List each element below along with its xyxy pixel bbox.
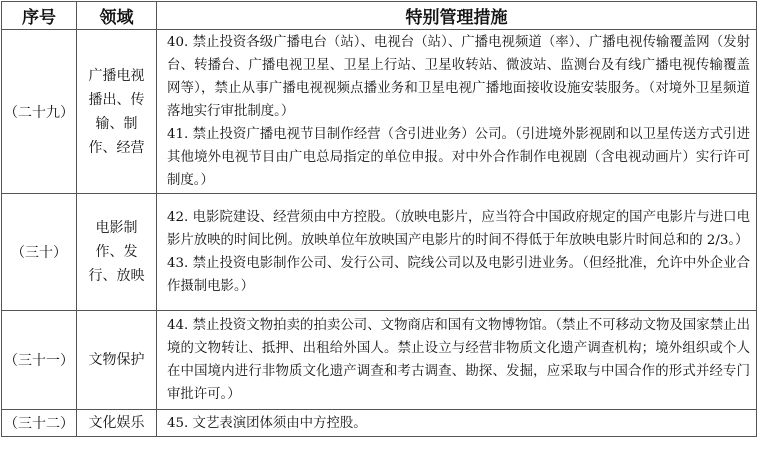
header-domain: 领域 — [77, 2, 157, 30]
row-index: （三十） — [2, 194, 77, 311]
row-index: （三十二） — [2, 410, 77, 437]
row-index: （三十一） — [2, 311, 77, 410]
measure-item: 41. 禁止投资广播电视节目制作经营（含引进业务）公司。（引进境外影视剧和以卫星传送方式引进其他境外电视节目由广电总局指定的单位申报。对中外合作制作电视剧（含电视动画片）实行许可制度。） — [167, 127, 750, 188]
measure-item: 43. 禁止投资电影制作公司、发行公司、院线公司以及电影引进业务。（但经批准，允许中外企业合作摄制电影。） — [167, 256, 750, 294]
measure-item: 45. 文艺表演团体须由中方控股。 — [167, 415, 367, 431]
measures-table — [1, 1, 757, 437]
row-measures — [157, 311, 757, 410]
row-domain: 文化娱乐 — [77, 410, 157, 437]
table-row — [2, 194, 757, 311]
row-measures — [157, 30, 757, 194]
header-row — [2, 2, 757, 30]
row-domain: 文物保护 — [77, 311, 157, 410]
row-measures — [157, 194, 757, 311]
measure-item: 42. 电影院建设、经营须由中方控股。（放映电影片，应当符合中国政府规定的国产电影片与进口电影片放映的时间比例。放映单位年放映国产电影片的时间不得低于年放映电影片时间总和的 2/3。） — [167, 210, 750, 248]
table-row — [2, 311, 757, 410]
row-domain: 电影制作、发行、放映 — [77, 194, 157, 311]
header-index: 序号 — [2, 2, 77, 30]
row-domain: 广播电视播出、传输、制作、经营 — [77, 30, 157, 194]
row-measures — [157, 410, 757, 437]
table-row — [2, 410, 757, 437]
header-measures: 特别管理措施 — [157, 2, 757, 30]
table-row — [2, 30, 757, 194]
measure-item: 40. 禁止投资各级广播电台（站）、电视台（站）、广播电视频道（率）、广播电视传输覆盖网（发射台、转播台、广播电视卫星、卫星上行站、卫星收转站、微波站、监测台及有线广播电视传输覆盖网等），禁止从事广播电视视频点播业务和卫星电视广播地面接收设施安装服务。（对境外卫星频道落地实行审批制度。） — [167, 35, 750, 119]
measure-item: 44. 禁止投资文物拍卖的拍卖公司、文物商店和国有文物博物馆。（禁止不可移动文物及国家禁止出境的文物转让、抵押、出租给外国人。禁止设立与经营非物质文化遗产调查机构；境外组织或个人在中国境内进行非物质文化遗产调查和考古调查、勘探、发掘，应采取与中国合作的形式并经专门审批许可。） — [167, 318, 750, 402]
row-index: （二十九） — [2, 30, 77, 194]
